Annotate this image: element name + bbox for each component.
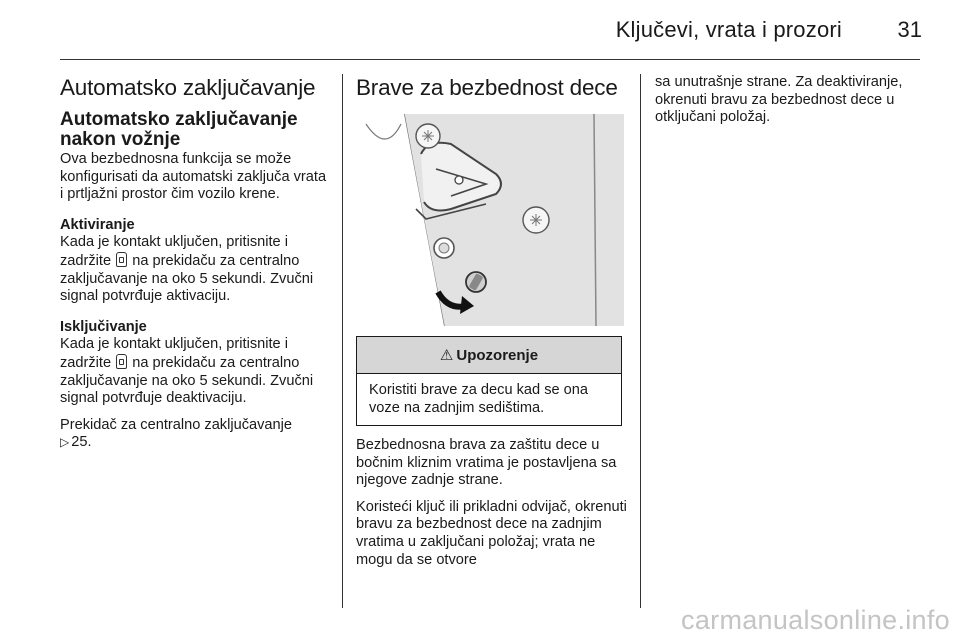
lock-icon (116, 354, 127, 369)
header-rule (60, 59, 920, 60)
page-header (0, 0, 960, 60)
column-divider-2 (640, 74, 641, 608)
section-heading-auto-lock: Automatsko zaključavanje (60, 75, 316, 100)
child-lock-location-paragraph: Bezbednosna brava za zaštitu dece u bočnim kliznim vratima je postavljena sa njegove zadnje strane. (356, 437, 617, 489)
activation-title: Aktiviranje (60, 216, 135, 233)
deactivation-text-post: na prekidaču za centralno zaključavanje na oko 5 sekundi. Zvučni signal potvrđuje deaktivaciju. (60, 354, 314, 407)
switch-reference (60, 417, 330, 452)
xref-arrow-icon: ▷ (60, 435, 70, 450)
switch-ref-page[interactable]: 25. (71, 434, 92, 451)
lock-icon (116, 252, 127, 267)
child-lock-instructions-paragraph: Koristeći ključ ili prikladni odvijač, okrenuti bravu za bezbednost dece na zadnjim vratima u zaključani položaj; vrata ne mogu da se otvore (356, 498, 627, 568)
column-2 (356, 74, 628, 110)
warning-text: Koristiti brave za decu kad se ona voze na zadnjim sedištima. (369, 382, 589, 416)
intro-paragraph: Ova bezbednosna funkcija se može konfigurisati da automatski zaključa vrata i prtljažni prostor čim vozilo krene. (60, 151, 327, 203)
deactivation-paragraph (60, 336, 330, 407)
watermark: carmanualsonline.info (681, 605, 950, 635)
warning-header (357, 337, 621, 374)
header-title: Ključevi, vrata i prozori (615, 17, 842, 42)
warning-box (356, 336, 622, 426)
activation-text-pre: Kada je kontakt uključen, pritisnite i zadržite (60, 234, 288, 269)
section-heading-child-locks: Brave za bezbednost dece (356, 75, 618, 100)
warning-triangle-icon: ⚠ (439, 347, 454, 364)
activation-paragraph (60, 234, 330, 305)
warning-title: Upozorenje (456, 346, 539, 364)
page-number: 31 (897, 17, 922, 42)
column-1 (60, 74, 330, 452)
deactivation-title: Isključivanje (60, 318, 147, 335)
child-lock-drawing (356, 114, 624, 326)
activation-text-post: na prekidaču za centralno zaključavanje na oko 5 sekundi. Zvučni signal potvrđuje aktivaciju. (60, 252, 314, 305)
column-3 (655, 74, 925, 127)
child-lock-illustration (356, 114, 624, 326)
switch-ref-text: Prekidač za centralno zaključavanje (60, 416, 293, 433)
column-divider-1 (342, 74, 343, 608)
column-2-text (356, 437, 631, 569)
subheading-auto-lock-after-drive: Automatsko zaključavanje nakon vožnje (60, 109, 298, 150)
child-lock-continuation-paragraph: sa unutrašnje strane. Za deaktiviranje, okrenuti bravu za bezbednost dece u otključani položaj. (655, 74, 903, 126)
deactivation-text-pre: Kada je kontakt uključen, pritisnite i zadržite (60, 336, 288, 371)
